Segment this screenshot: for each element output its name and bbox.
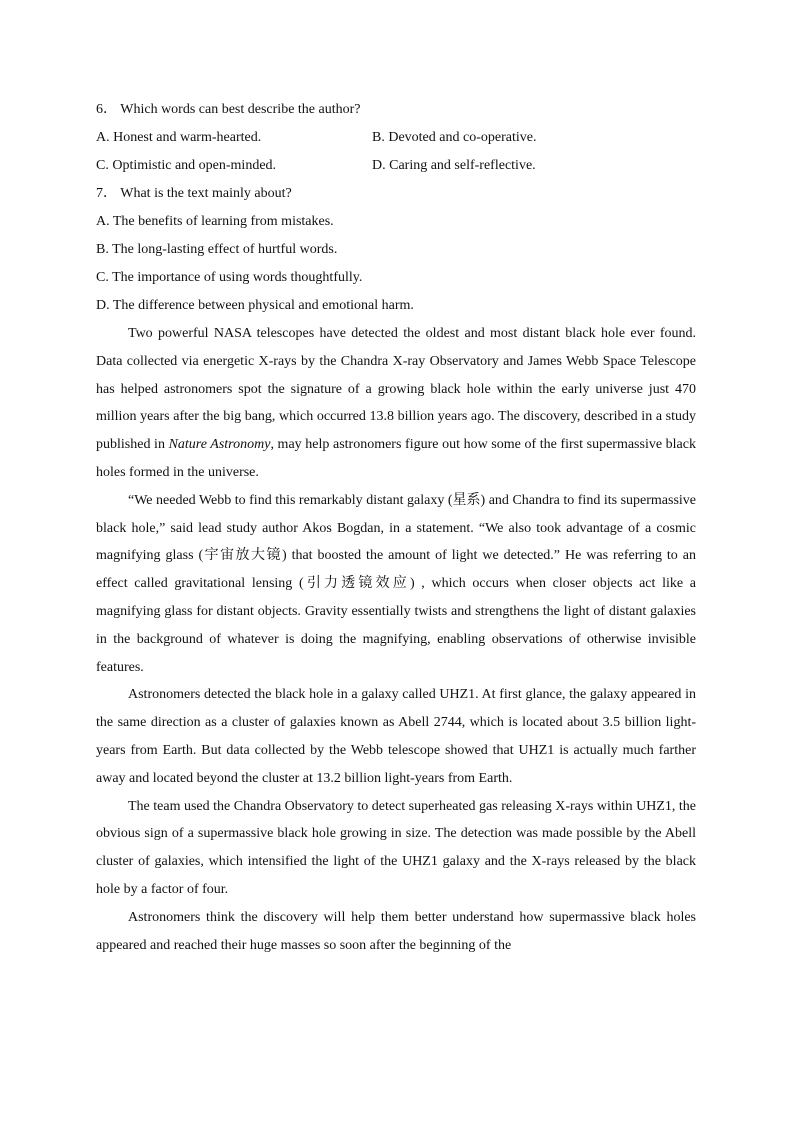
question-6-options-row-1 — [96, 124, 696, 152]
passage-paragraph-5: Astronomers think the discovery will help them better understand how supermassive black holes appeared and reached their huge masses so soon after the beginning of the — [96, 909, 696, 953]
question-7-option-d[interactable]: D. The difference between physical and emotional harm. — [96, 298, 414, 313]
exam-page — [96, 96, 696, 959]
passage-paragraph-3: Astronomers detected the black hole in a galaxy called UHZ1. At first glance, the galaxy appeared in the same direction as a cluster of galaxies known as Abell 2744, which is located about 3.5 billion light-years from Earth. But data collected by the Webb telescope showed that UHZ1 is actually much farther away and located beyond the cluster at 13.2 billion light-years from Earth. — [96, 687, 696, 786]
question-7-stem: 7． What is the text mainly about? — [96, 186, 292, 201]
question-6-option-b[interactable]: B. Devoted and co-operative. — [372, 130, 537, 145]
passage-paragraph-1 — [96, 320, 696, 487]
passage-paragraph-2: “We needed Webb to find this remarkably distant galaxy (星系) and Chandra to find its supermassive black hole,” said lead study author Akos Bogdan, in a statement. “We also took advantage of a cosmic magnifying glass (宇宙放大镜) that boosted the amount of light we detected.” He was referring to an effect called gravitational lensing (引力透镜效应) , which occurs when closer objects act like a magnifying glass for distant objects. Gravity essentially twists and strengthens the light of distant galaxies in the background of whatever is doing the magnifying, enabling observations of otherwise invisible features. — [96, 492, 696, 675]
passage-paragraph-1-text-b: , may help astronomers figure out how some of the first supermassive black holes formed in the universe. — [96, 437, 696, 480]
question-6-options-row-2 — [96, 152, 696, 180]
journal-name: Nature Astronomy — [168, 437, 271, 453]
question-7-option-c[interactable]: C. The importance of using words thoughtfully. — [96, 270, 363, 285]
question-7-option-a[interactable]: A. The benefits of learning from mistakes. — [96, 214, 334, 229]
passage-paragraph-1-text-a: Two powerful NASA telescopes have detected the oldest and most distant black hole ever found. Data collected via energetic X-rays by the Chandra X-ray Observatory and James Webb Space Telescope has helped astronomers spot the signature of a growing black hole within the early universe just 470 million years after the big bang, which occurred 13.8 billion years ago. The discovery, described in a study published in — [96, 326, 696, 453]
question-6-option-c[interactable]: C. Optimistic and open-minded. — [96, 158, 277, 173]
question-6-option-d[interactable]: D. Caring and self-reflective. — [372, 158, 536, 173]
question-7-option-b[interactable]: B. The long-lasting effect of hurtful words. — [96, 242, 338, 257]
question-6-stem: 6． Which words can best describe the author? — [96, 102, 361, 117]
question-6-option-a[interactable]: A. Honest and warm-hearted. — [96, 130, 262, 145]
passage-paragraph-4: The team used the Chandra Observatory to detect superheated gas releasing X-rays within UHZ1, the obvious sign of a supermassive black hole growing in size. The detection was made possible by the Abell cluster of galaxies, which intensified the light of the UHZ1 galaxy and the X-rays released by the black hole by a factor of four. — [96, 798, 696, 897]
